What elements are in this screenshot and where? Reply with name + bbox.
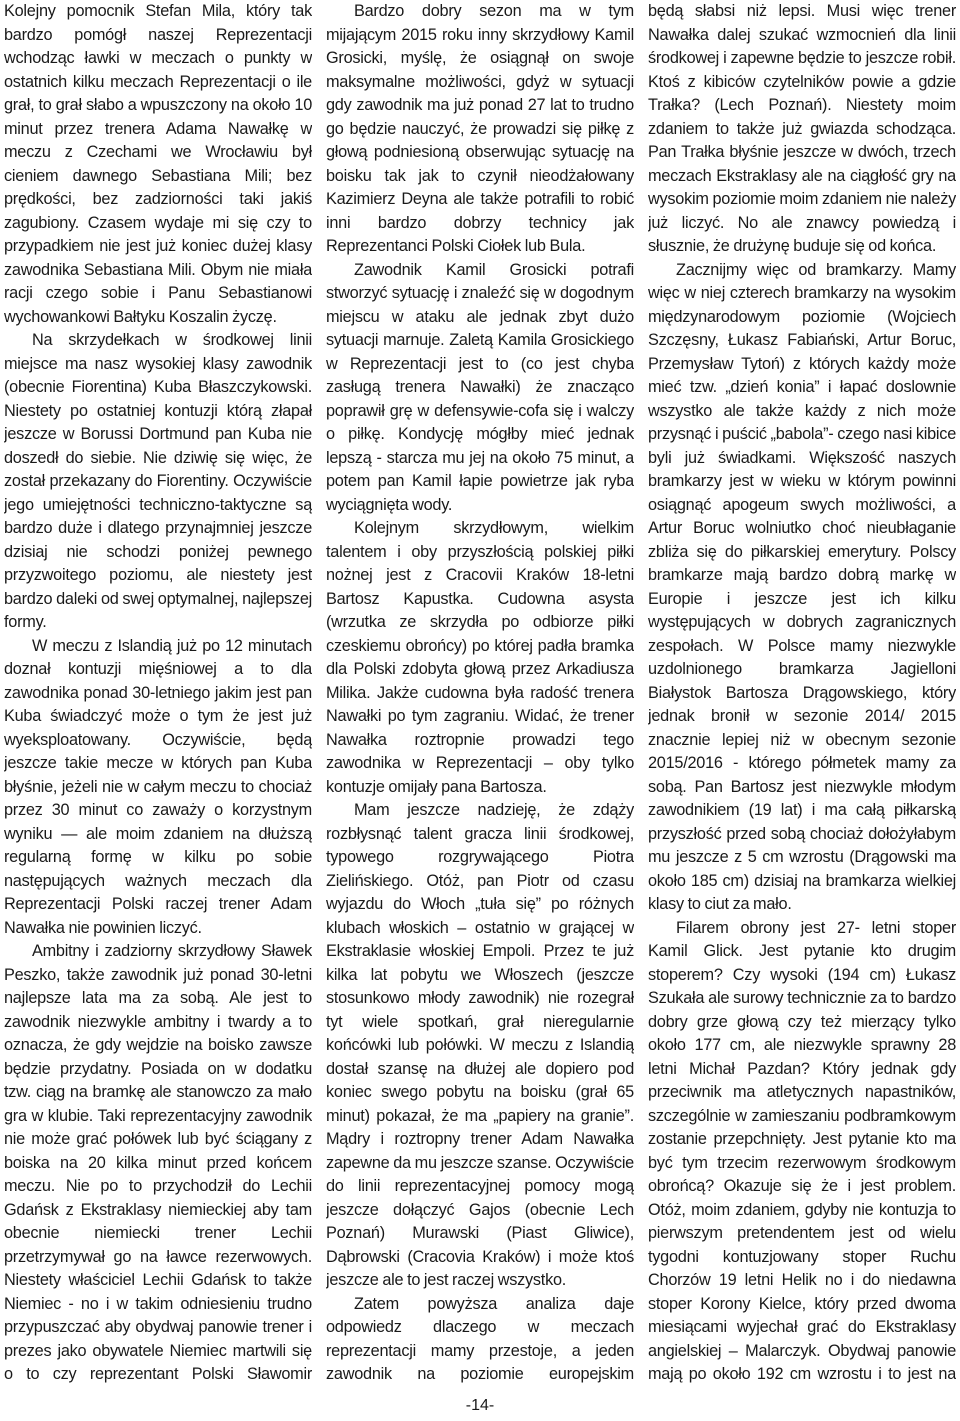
paragraph: Na skrzydełkach w środkowej linii miejsce ma nasz wysokiej klasy zawodnik (obecnie Fiorentina) Kuba Błaszczykowski. Niestety po ostatniej kontuzji którą złapał jeszcze w Borussi Dortmund pan Kuba nie doszedł do siebie. Nie dziwię się więc, że został przekazany do Fiorentiny. Oczywiście jego umiejętności techniczno-taktyczne są bardzo duże i dlatego przynajmniej jeszcze dzisiaj nie schodzi poniżej pewnego przyzwoitego poziomu, ale niestety jest bardzo daleki od swej optymalnej, najlepszej formy. [4, 331, 312, 631]
paragraph: Filarem obrony jest 27- letni stoper Kamil Glick. Jest pytanie kto drugim stoperem? Czy wysoki (194 cm) Łukasz Szukała ale surowy technicznie za to bardzo dobry grze głową czy też mierzący tylko około 177 cm, ale niezwykle sprawny 28 letni Michał Pazdan? Który jednak gdy przeciwnik ma atletycznych napastników, szczególnie w zamieszaniu podbramkowym zostanie przepchnięty. Jest pytanie kto ma być tym trzecim rezerwowym środkowym obrońcą? Okazuje się że i jest problem. Otóż, moim zdaniem, gdyby nie kontuzja to pierwszym pretendentem jest od wielu tygodni kontuzjowany stoper Ruchu Chorzów 19 letni Helik no i do niedawna stoper Korony Kielce, który przed dwoma miesiącami wyjechał grać do Ekstraklasy angielskiej – Malarczyk. Obydwaj panowie mają po około 192 cm wzrostu i to jest na [648, 918, 956, 1383]
paragraph: Mam jeszcze nadzieję, że zdąży rozbłysnąć talent gracza linii środkowej, typowego rozgrywającego Piotra Zielińskiego. Otóż, pan Piotr od czasu wyjazdu do Włoch „tuła się” po różnych klubach włoskich – ostatnio w grającej w Ekstraklasie włoskiej Empoli. Przez te już kilka lat pobytu we Włoszech (jeszcze stosunkowo młody zawodnik) nie rozegrał tyt wiele spotkań, grał nieregularnie końcówki lub połówki. W meczu z Islandią dostał szansę na dłużej ale dopiero pod koniec swego pobytu na boisku (grał 65 minut) pokazał, że ma „papiery na granie”. Mądry i roztropny trener Adam Nawałka zapewne da mu jeszcze szanse. Oczywiście do linii reprezentacyjnej pomocy mogą jeszcze dołączyć Gajos (obecnie Lech Poznań) Murawski (Piast Gliwice), Dąbrowski (Cracovia Kraków) i może ktoś jeszcze ale to jest raczej wszystko. [326, 801, 634, 1289]
paragraph: Zacznijmy więc od bramkarzy. Mamy więc w niej czterech bramkarzy na wysokim międzynarodowym poziomie (Wojciech Szczęsny, Łukasz Fabiański, Artur Boruc, Przemysław Tytoń) z których każdy może mieć tzw. „dzień konia” i łapać doslownie wszystko ale także każdy z nich może przysnąć i puścić „babola”- czego nasi kibice byli już świadkami. Większość naszych bramkarzy jest w wieku w którym powinni osiągnąć apogeum swych możliwości, a Artur Boruc wolniutko choć nieubłaganie zbliża się do piłkarskiej emerytury. Polscy bramkarze mają bardzo dobrą markę w Europie i jeszcze jest ich kilku występujących w dobrych zagranicznych zespołach. W Polsce mamy niezwykle uzdolnionego bramkarza Jagielloni Białystok Bartosza Drągowskiego, który jednak bronił w sezonie 2014/ 2015 znacznie lepiej niż w obecnym sezonie 2015/2016 - którego półmetek mamy za sobą. Pan Bartosz jest niezwykle młodym zawodnikiem (19 lat) i ma całą piłkarską przyszłość przed sobą chociaż dołożyłabym mu jeszcze z 5 cm wzrostu (Drągowski ma około 185 cm) dzisiaj na bramkarza wielkiej klasy to ciut za mało. [648, 260, 956, 913]
column-left [4, 0, 312, 1390]
paragraph: Ambitny i zadziorny skrzydłowy Sławek Peszko, także zawodnik już ponad 30-letni najlepsze lata ma za sobą. Ale jest to zawodnik niezwykle ambitny i twardy a to oznacza, że gdy wejdzie na boisko zawsze będzie przydatny. Posiada on w dodatku tzw. ciąg na bramkę ale stanowczo za mało gra w klubie. Taki reprezentacyjny zawodnik nie może grać połówek lub być ściągany z boiska na 20 kilka minut przed końcem meczu. Nie po to przychodził do Lechii Gdańsk z Ekstraklasy niemieckiej aby tam obecnie niemiecki trener Lechii przetrzymywał go na ławce rezerwowych. Niestety właściciel Lechii Gdańsk to także Niemiec - no i w takim odniesieniu trudno przypuszczać aby obydwaj panowie trener i prezes jako obywatele Niemiec martwili się o to czy reprezentant Polski Sławomir [4, 942, 312, 1383]
paragraph: Zatem powyższa analiza daje odpowiedz dlaczego w meczach reprezentacji mamy przestoje, a jeden zawodnik na poziomie europejskim [326, 1294, 634, 1383]
column-right [648, 0, 956, 1390]
paragraph: Kolejny pomocnik Stefan Mila, który tak bardzo pomógł naszej Reprezentacji wchodząc ławki w meczach o punkty w ostatnich kilku meczach Reprezentacji o ile grał, to grał słabo a wpuszczony na około 10 minut przez trenera Adama Nawałkę w meczu z Czechami we Wrocławiu był cieniem dawnego Sebastiana Mili; bez prędkości, bez zadziorności taki jakiś zagubiony. Czasem wydaje mi się czy to przypadkiem nie jest już koniec dużej klasy zawodnika Sebastiana Mili. Obym nie miała racji czego sobie i Panu Sebastianowi wychowankowi Bałtyku Koszalin życzę. [4, 2, 312, 326]
paragraph: Bardzo dobry sezon ma w tym mijającym 2015 roku inny skrzydłowy Kamil Grosicki, myślę, że osiągnął on swoje maksymalne możliwości, gdyż w sytuacji gdy zawodnik ma już ponad 27 lat to trudno go będzie nauczyć, że prowadzi się piłkę z głową podniesioną obserwując sytuację na boisku tak jak to czynił nieodżałowany Kazimierz Deyna ale także potrafili to robić inni bardzo dobrzy technicy jak Reprezentanci Polski Ciołek lub Bula. [326, 2, 634, 255]
page-number: -14- [465, 1397, 495, 1414]
paragraph: W meczu z Islandią już po 12 minutach doznał kontuzji mięśniowej a to dla zawodnika ponad 30-letniego jakim jest pan Kuba świadczyć może o tym że jest już wyeksploatowany. Oczywiście, będą jeszcze takie mecze w których pan Kuba błyśnie, jeżeli nie w całym meczu to chociaż przez 30 minut co zaważy o korzystnym wyniku — ale moim zdaniem na dłuższą regularną formę w kilku po sobie następujących ważnych meczach dla Reprezentacji Polski raczej trener Adam Nawałka nie powinien liczyć. [4, 636, 312, 937]
paragraph: będą słabsi niż lepsi. Musi więc trener Nawałka dalej szukać wzmocnień dla linii środkowej i zapewne będzie to jeszcze robił. Ktoś z kibiców czytelników powie a gdzie Trałka? (Lech Poznań). Niestety moim zdaniem to także już gwiazda schodząca. Pan Trałka błyśnie jeszcze w dwóch, trzech meczach Ekstraklasy ale na ciągłość gry na wysokim poziomie moim zdaniem nie należy już liczyć. No ale znawcy powiedzą i słusznie, że drużynę buduje się od końca. [648, 2, 956, 255]
column-middle [326, 0, 634, 1390]
paragraph: Kolejnym skrzydłowym, wielkim talentem i oby przyszłością polskiej piłki nożnej jest z Cracovii Kraków 18-letni Bartosz Kapustka. Cudowna asysta (wrzutka ze skrzydła po odbiorze piłki czeskiemu obrońcy) po której padła bramka dla Polski zdobyta głową przez Arkadiusza Milika. Jakże cudowna była radość trenera Nawałki po tym zagraniu. Widać, że trener Nawałka roztropnie prowadzi tego zawodnika w Reprezentacji – oby tylko kontuzje omijały pana Bartosza. [326, 519, 634, 796]
paragraph: Zawodnik Kamil Grosicki potrafi stworzyć sytuację i znaleźć się w dogodnym miejscu w ataku ale jednak zbyt dużo sytuacji marnuje. Zaletą Kamila Grosickiego w Reprezentacji jest to (co jest chyba zasługą trenera Nawałki) że znacząco poprawił grę w defensywie-cofa się i walczy o piłkę. Kondycję mógłby mieć jednak lepszą - starcza mu jej na około 75 minut, a potem pan Kamil łapie powietrze jak ryba wyciągnięta wody. [326, 260, 634, 514]
